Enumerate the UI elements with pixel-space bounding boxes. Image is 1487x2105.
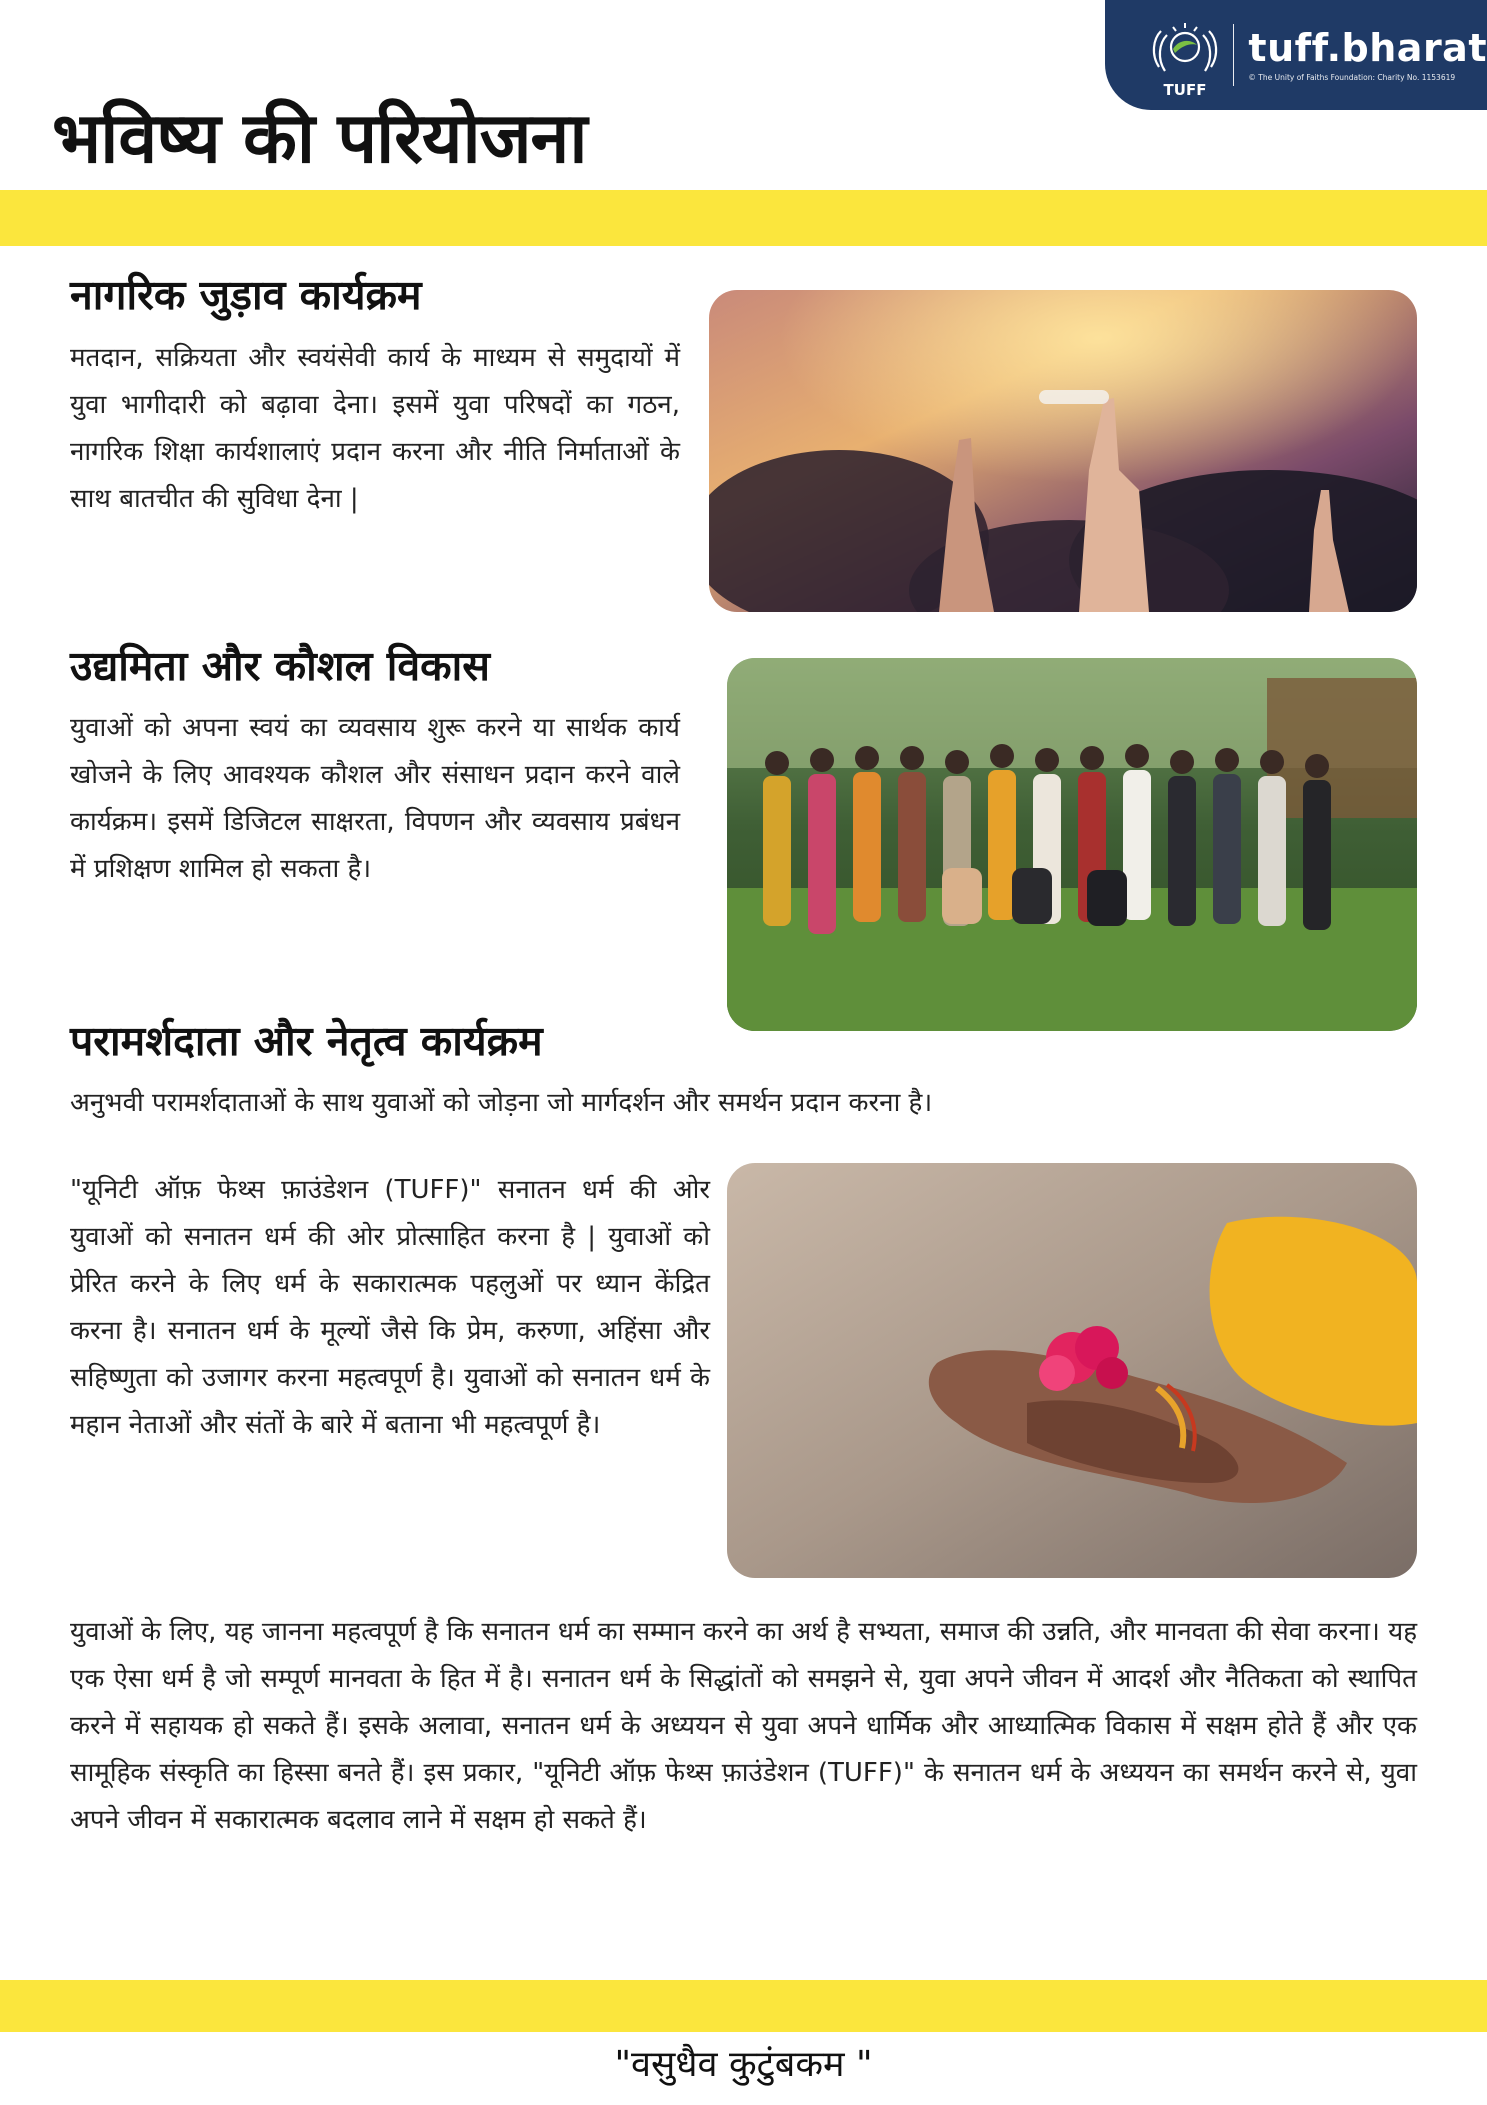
logo-subtitle: © The Unity of Faiths Foundation: Charity No. 1153619 bbox=[1248, 72, 1456, 82]
group-photo bbox=[727, 658, 1417, 1031]
entrepreneurship-text: युवाओं को अपना स्वयं का व्यवसाय शुरू करने या सार्थक कार्य खोजने के लिए आवश्यक कौशल और संसाधन प्रदान करने वाले कार्यक्रम। इसमें डिजिटल साक्षरता, विपणन और व्यवसाय प्रबंधन में प्रशिक्षण शामिल हो सकता है। bbox=[70, 713, 680, 884]
entrepreneurship-heading: उद्यमिता और कौशल विकास bbox=[70, 642, 490, 690]
closing-paragraph: युवाओं के लिए, यह जानना महत्वपूर्ण है कि सनातन धर्म का सम्मान करने का अर्थ है सभ्यता, समाज की उन्नति, और मानवता की सेवा करना। यह एक ऐसा धर्म है जो सम्पूर्ण मानवता के हित में है। सनातन धर्म के सिद्धांतों को समझने से, युवा अपने जीवन में आदर्श और नैतिकता को स्थापित करने में सहायक हो सकते हैं। इसके अलावा, सनातन धर्म के अध्ययन से युवा अपने धार्मिक और आध्यात्मिक विकास में सक्षम होते हैं और एक सामूहिक संस्कृति का हिस्सा बनते हैं। इस प्रकार, "यूनिटी ऑफ़ फेथ्स फ़ाउंडेशन (TUFF)" के सनातन धर्म के अध्ययन का समर्थन करने से, युवा अपने जीवन में सकारात्मक बदलाव लाने में सक्षम हो सकते हैं। bbox=[70, 1617, 1417, 1835]
logo-text bbox=[1248, 25, 1487, 82]
offering-hands-photo bbox=[727, 1163, 1417, 1578]
footer-quote: "वसुधैव कुटुंबकम " bbox=[614, 2044, 873, 2085]
top-yellow-band bbox=[0, 190, 1487, 246]
logo-divider bbox=[1233, 24, 1234, 86]
mentorship-heading: परामर्शदाता और नेतृत्व कार्यक्रम bbox=[70, 1017, 543, 1065]
tuff-logo-banner bbox=[1105, 0, 1487, 110]
civic-engagement-heading: नागरिक जुड़ाव कार्यक्रम bbox=[70, 271, 422, 319]
logo-name: tuff.bharat bbox=[1248, 25, 1487, 70]
bottom-yellow-band bbox=[0, 1980, 1487, 2032]
civic-engagement-text: मतदान, सक्रियता और स्वयंसेवी कार्य के माध्यम से समुदायों में युवा भागीदारी को बढ़ावा देना। इसमें युवा परिषदों का गठन, नागरिक शिक्षा कार्यशालाएं प्रदान करना और नीति निर्माताओं के साथ बातचीत की सुविधा देना | bbox=[70, 343, 680, 514]
tuff-emblem-icon bbox=[1145, 9, 1225, 101]
tuff-emblem-label: TUFF bbox=[1163, 81, 1207, 99]
mentorship-text: अनुभवी परामर्शदाताओं के साथ युवाओं को जोड़ना जो मार्गदर्शन और समर्थन प्रदान करना है। bbox=[70, 1088, 933, 1118]
page-title: भविष्य की परियोजना bbox=[52, 97, 587, 179]
raised-hands-photo bbox=[709, 290, 1417, 612]
tuff-paragraph: "यूनिटी ऑफ़ फेथ्स फ़ाउंडेशन (TUFF)" सनातन धर्म की ओर युवाओं को सनातन धर्म की ओर प्रोत्साहित करना है | युवाओं को प्रेरित करने के लिए धर्म के सकारात्मक पहलुओं पर ध्यान केंद्रित करना है। सनातन धर्म के मूल्यों जैसे कि प्रेम, करुणा, अहिंसा और सहिष्णुता को उजागर करना महत्वपूर्ण है। युवाओं को सनातन धर्म के महान नेताओं और संतों के बारे में बताना भी महत्वपूर्ण है। bbox=[70, 1175, 710, 1440]
